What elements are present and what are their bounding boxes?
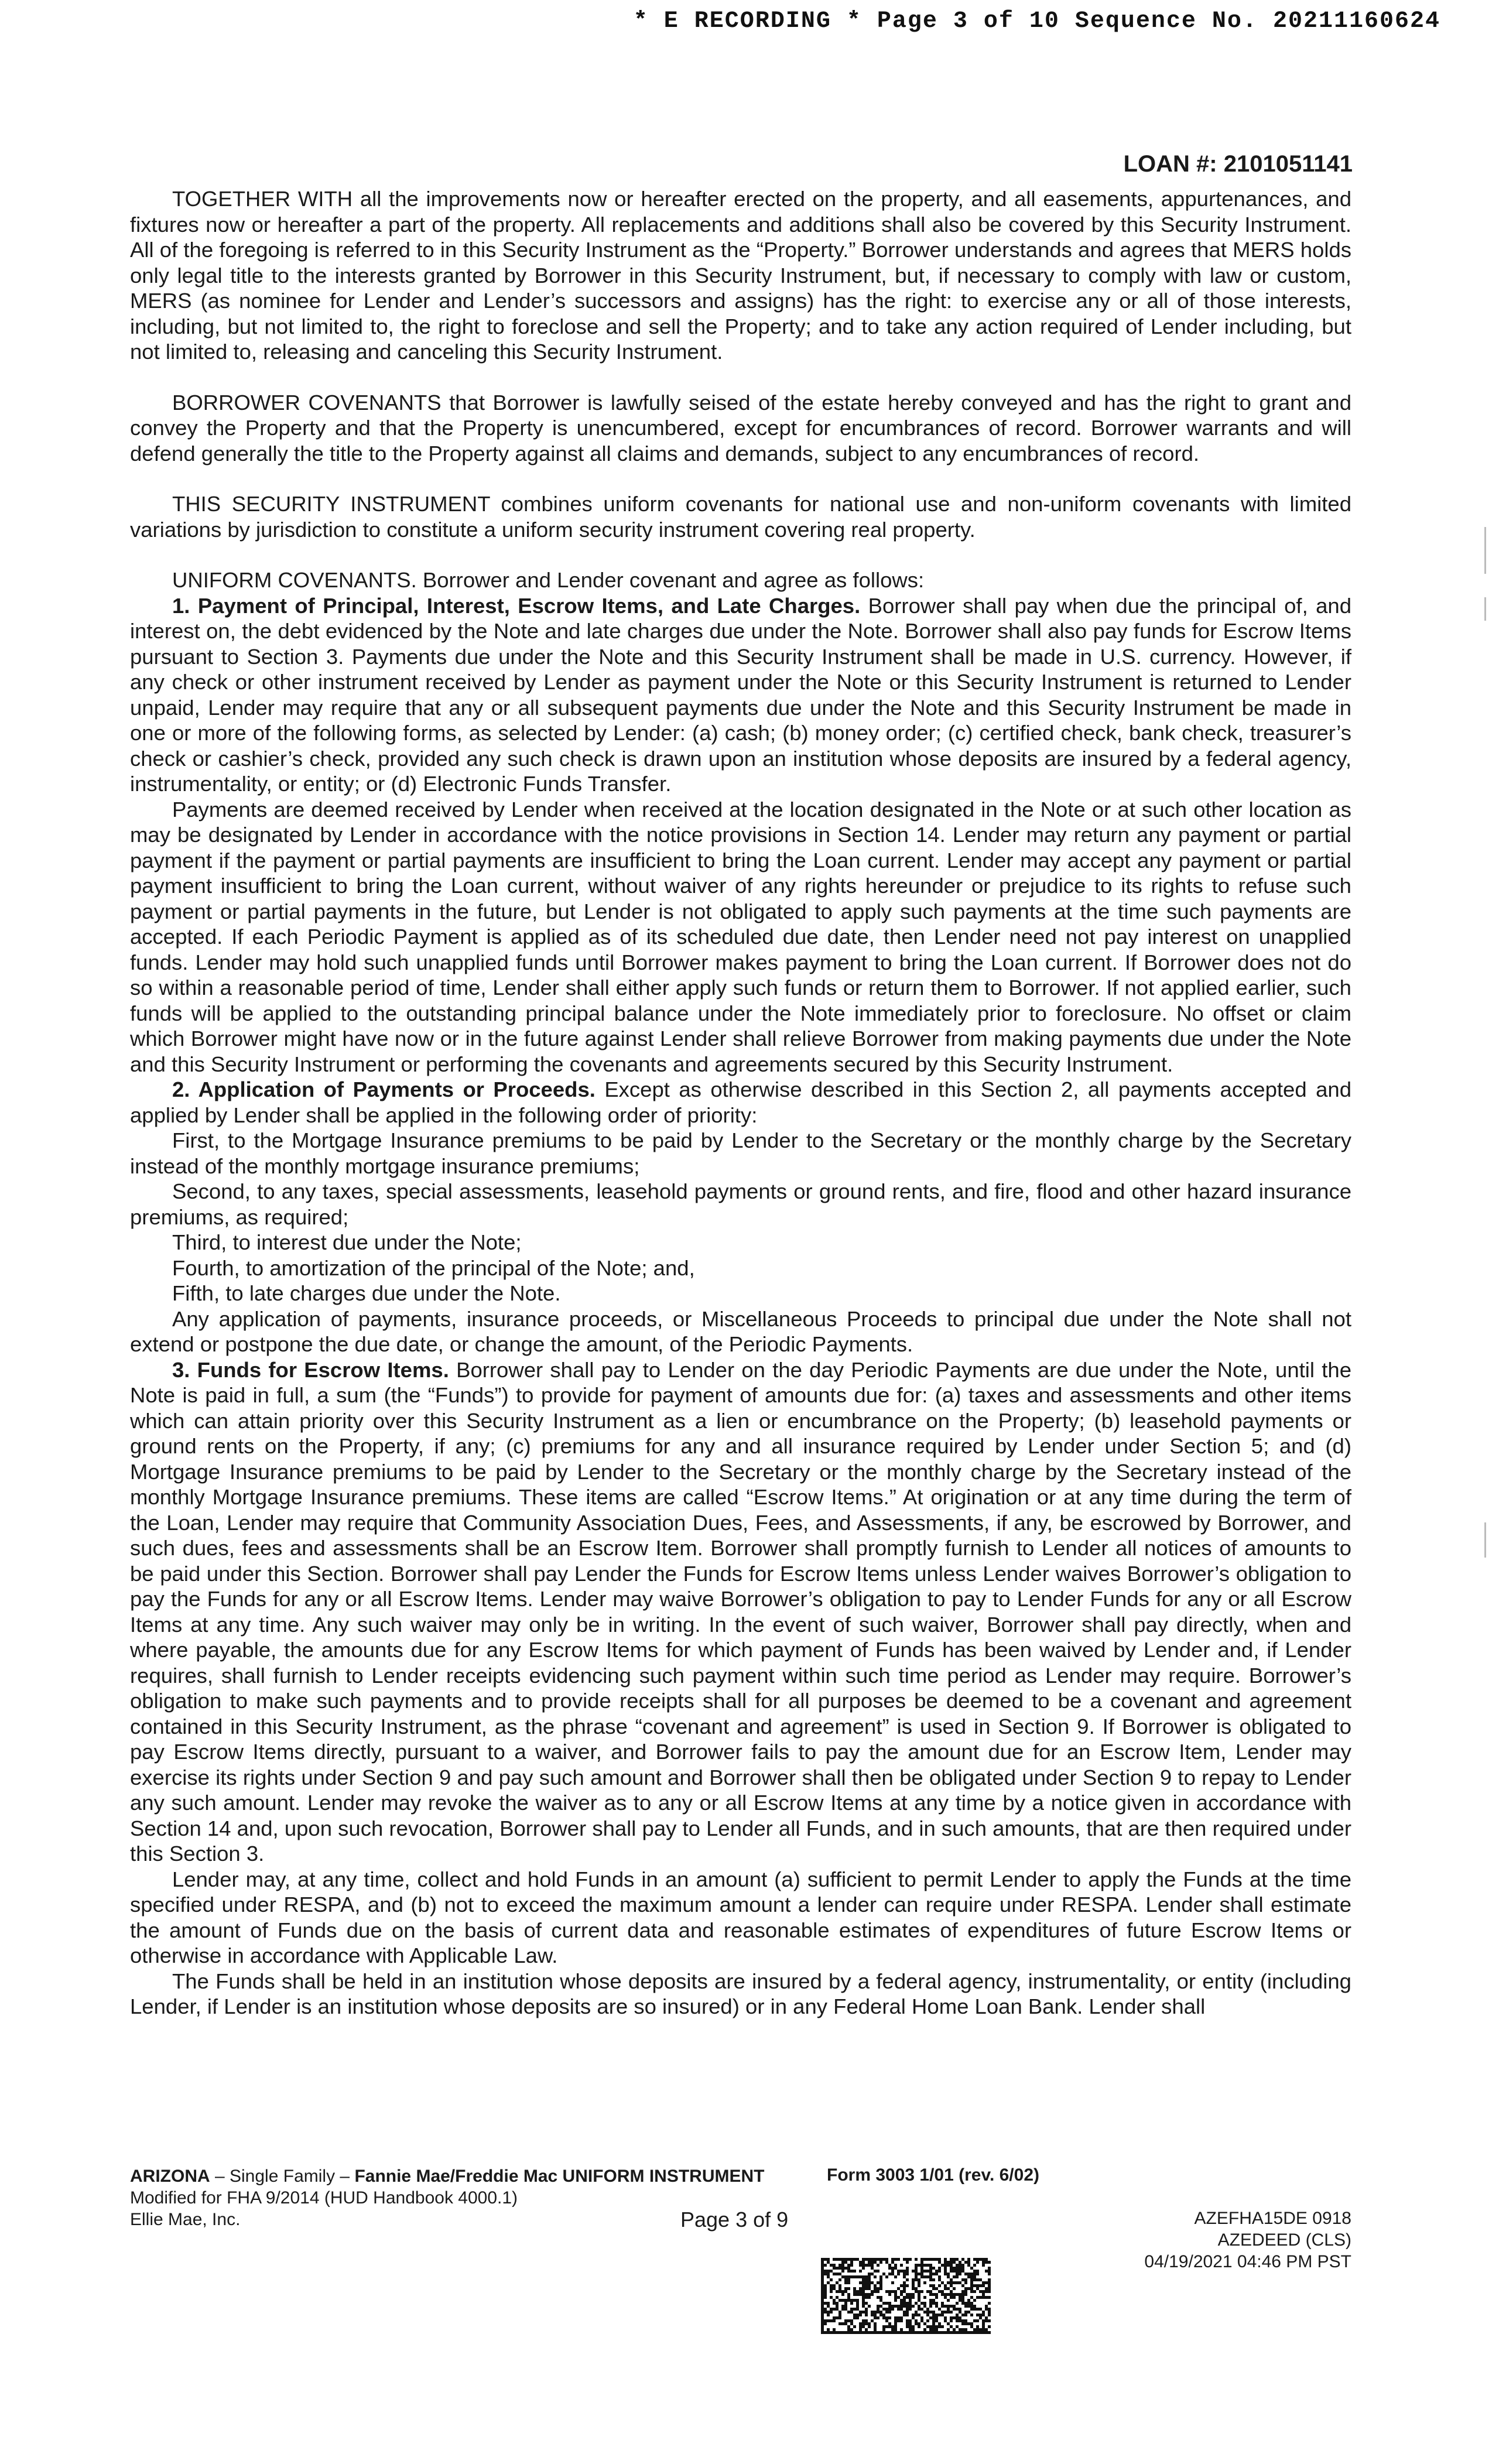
- section-1-title: 1. Payment of Principal, Interest, Escrow Items, and Late Charges.: [172, 593, 861, 618]
- section-3-title: 3. Funds for Escrow Items.: [172, 1357, 449, 1382]
- scan-edge-mark: [1484, 1522, 1486, 1558]
- footer-code-1: AZEFHA15DE 0918: [1194, 2209, 1351, 2228]
- section-2-title: 2. Application of Payments or Proceeds.: [172, 1077, 596, 1101]
- footer-instrument-line: [130, 2165, 765, 2187]
- page-footer: [130, 2165, 1351, 2341]
- section-3-funds-held: The Funds shall be held in an institution whose deposits are insured by a federal agency, instrumentality, or entity (including Lender, if Lender is an institution whose deposits are so insured) or in any Federal Home Loan Bank. Lender shall: [130, 1969, 1351, 2018]
- footer-company: Ellie Mae, Inc.: [130, 2210, 241, 2229]
- section-2-first: First, to the Mortgage Insurance premiums to be paid by Lender to the Secretary or the monthly charge by the Secretary instead of the monthly mortgage insurance premiums;: [130, 1128, 1351, 1178]
- footer-instrument: Fannie Mae/Freddie Mac UNIFORM INSTRUMENT: [354, 2167, 765, 2186]
- footer-modified: Modified for FHA 9/2014 (HUD Handbook 4000.1): [130, 2188, 518, 2208]
- scan-edge-mark: [1484, 597, 1486, 621]
- section-2: [130, 1077, 1351, 1128]
- section-2-fourth: Fourth, to amortization of the principal of the Note; and,: [172, 1255, 695, 1280]
- loan-number: LOAN #: 2101051141: [1123, 151, 1353, 177]
- section-1-text: Borrower shall pay when due the principal of, and interest on, the debt evidenced by the Note and late charges due under the Note. Borrower shall also pay funds for Escrow Items pursuant to Section 3. Payments due under the Note and this Security Instrument shall be made in U.S. currency. However, if any check or other instrument received by Lender as payment under the Note or this Security Instrument is returned to Lender unpaid, Lender may require that any or all subsequent payments due under the Note and this Security Instrument be made in one or more of the following forms, as selected by Lender: (a) cash; (b) money order; (c) certified check, bank check, treasurer’s check or cashier’s check, provided any such check is drawn upon an institution whose deposits are insured by a federal agency, instrumentality, or entity; or (d) Electronic Funds Transfer.: [130, 593, 1351, 796]
- section-2-third: Third, to interest due under the Note;: [172, 1230, 522, 1254]
- datamatrix-barcode: [821, 2258, 991, 2334]
- security-instrument-paragraph: THIS SECURITY INSTRUMENT combines uniform covenants for national use and non-uniform covenants with limited variations by jurisdiction to constitute a uniform security instrument covering real property.: [130, 492, 1351, 542]
- document-body: [130, 186, 1351, 2020]
- section-3-text: Borrower shall pay to Lender on the day Periodic Payments are due under the Note, until the Note is paid in full, a sum (the “Funds”) to provide for payment of amounts due for: (a) taxes and assessments and other items which can attain priority over this Security Instrument as a lien or encumbrance on the Property; (b) leasehold payments or ground rents on the Property, if any; (c) premiums for any and all insurance required by Lender under Section 5; and (d) Mortgage Insurance premiums to be paid by Lender to the Secretary or the monthly charge by the Secretary instead of the monthly Mortgage Insurance premiums. These items are called “Escrow Items.” At origination or at any time during the term of the Loan, Lender may require that Community Association Dues, Fees, and Assessments, if any, be escrowed by Borrower, and such dues, fees and assessments shall be an Escrow Item. Borrower shall promptly furnish to Lender all notices of amounts to be paid under this Section. Borrower shall pay Lender the Funds for Escrow Items unless Lender waives Borrower’s obligation to pay the Funds for any or all Escrow Items. Lender may waive Borrower’s obligation to pay to Lender Funds for any or all Escrow Items at any time. Any such waiver may only be in writing. In the event of such waiver, Borrower shall pay directly, when and where payable, the amounts due for any Escrow Items for which payment of Funds has been waived by Lender and, if Lender requires, shall furnish to Lender receipts evidencing such payment within such time period as Lender may require. Borrower’s obligation to make such payments and to provide receipts shall for all purposes be deemed to be a covenant and agreement contained in this Security Instrument, as the phrase “covenant and agreement” is used in Section 9. If Borrower is obligated to pay Escrow Items directly, pursuant to a waiver, and Borrower fails to pay the amount due for an Escrow Item, Lender may exercise its rights under Section 9 and pay such amount and Borrower shall then be obligated under Section 9 to repay to Lender any such amount. Lender may revoke the waiver as to any or all Escrow Items at any time by a notice given in accordance with Section 14 and, upon such revocation, Borrower shall pay to Lender all Funds, and in such amounts, that are then required under this Section 3.: [130, 1357, 1351, 1866]
- section-2-any-application: Any application of payments, insurance proceeds, or Miscellaneous Proceeds to principal due under the Note shall not extend or postpone the due date, or change the amount, of the Periodic Payments.: [130, 1306, 1351, 1356]
- section-3-lender-may: Lender may, at any time, collect and hold Funds in an amount (a) sufficient to permit Lender to apply the Funds at the time specified under RESPA, and (b) not to exceed the maximum amount a lender can require under RESPA. Lender shall estimate the amount of Funds due on the basis of current data and reasonable estimates of expenditures of future Escrow Items or otherwise in accordance with Applicable Law.: [130, 1867, 1351, 1967]
- footer-page-number: Page 3 of 9: [680, 2208, 789, 2232]
- section-1: [130, 593, 1351, 797]
- together-paragraph: TOGETHER WITH all the improvements now or hereafter erected on the property, and all easements, appurtenances, and fixtures now or hereafter a part of the property. All replacements and additions shall also be covered by this Security Instrument. All of the foregoing is referred to in this Security Instrument as the “Property.” Borrower understands and agrees that MERS holds only legal title to the interests granted by Borrower in this Security Instrument, but, if necessary to comply with law or custom, MERS (as nominee for Lender and Lender’s successors and assigns) has the right: to exercise any or all of those interests, including, but not limited to, the right to foreclose and sell the Property; and to take any action required of Lender including, but not limited to, releasing and canceling this Security Instrument.: [130, 187, 1351, 364]
- footer-form-number: Form 3003 1/01 (rev. 6/02): [827, 2165, 1039, 2185]
- footer-right: [1144, 2208, 1351, 2273]
- footer-state: ARIZONA: [130, 2167, 210, 2186]
- section-1-payments: Payments are deemed received by Lender when received at the location designated in the Note or at such other location as may be designated by Lender in accordance with the notice provisions in Section 14. Lender may return any payment or partial payment if the payment or partial payments are insufficient to bring the Loan current. Lender may accept any payment or partial payment insufficient to bring the Loan current, without waiver of any rights hereunder or prejudice to its rights to refuse such payment or partial payments in the future, but Lender is not obligated to apply such payments at the time such payments are accepted. If each Periodic Payment is applied as of its scheduled due date, then Lender need not pay interest on unapplied funds. Lender may hold such unapplied funds until Borrower makes payment to bring the Loan current. If Borrower does not do so within a reasonable period of time, Lender shall either apply such funds or return them to Borrower. If not applied earlier, such funds will be applied to the outstanding principal balance under the Note immediately prior to foreclosure. No offset or claim which Borrower might have now or in the future against Lender shall relieve Borrower from making payments due under the Note and this Security Instrument or performing the covenants and agreements secured by this Security Instrument.: [130, 797, 1351, 1076]
- footer-date: 04/19/2021 04:46 PM PST: [1144, 2252, 1351, 2271]
- section-2-text: Except as otherwise described in this Section 2, all payments accepted and applied by Lender shall be applied in the following order of priority:: [130, 1077, 1351, 1127]
- section-2-second: Second, to any taxes, special assessments, leasehold payments or ground rents, and fire, flood and other hazard insurance premiums, as required;: [130, 1179, 1351, 1229]
- footer-code-2: AZEDEED (CLS): [1217, 2230, 1351, 2250]
- recording-header: * E RECORDING * Page 3 of 10 Sequence No. 20211160624: [633, 8, 1440, 35]
- footer-left: [130, 2165, 765, 2230]
- borrower-covenants-paragraph: BORROWER COVENANTS that Borrower is lawfully seised of the estate hereby conveyed and has the right to grant and convey the Property and that the Property is unencumbered, except for encumbrances of record. Borrower warrants and will defend generally the title to the Property against all claims and demands, subject to any encumbrances of record.: [130, 390, 1351, 466]
- scan-edge-mark: [1484, 527, 1486, 574]
- section-2-fifth: Fifth, to late charges due under the Note.: [172, 1281, 561, 1305]
- footer-family: – Single Family –: [210, 2167, 355, 2186]
- uniform-covenants-intro: UNIFORM COVENANTS. Borrower and Lender covenant and agree as follows:: [172, 568, 925, 592]
- section-3: [130, 1357, 1351, 1867]
